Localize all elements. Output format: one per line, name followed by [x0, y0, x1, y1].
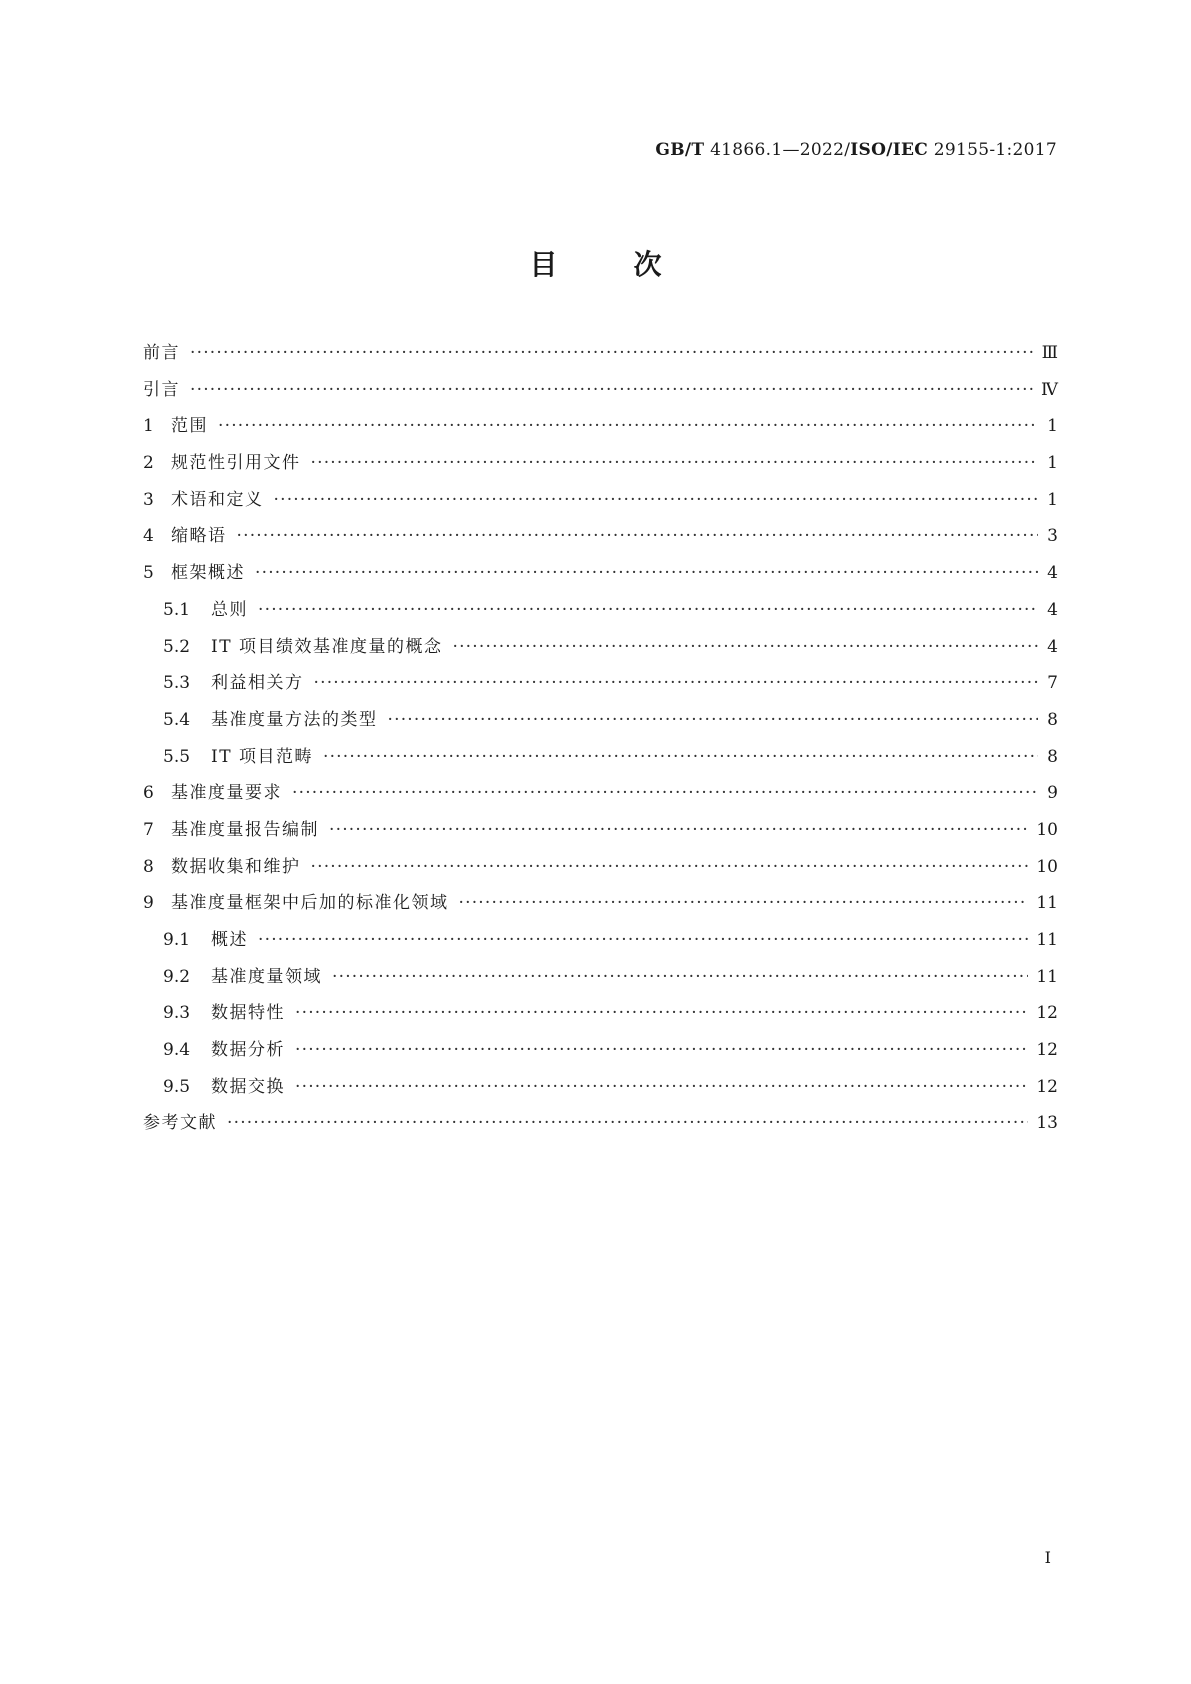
toc-leader	[255, 563, 1038, 583]
toc-number: 5.5	[163, 746, 191, 767]
toc-number: 5.4	[163, 709, 191, 730]
toc-entry-5-3[interactable]	[143, 668, 1058, 705]
toc-page: 1	[1047, 489, 1058, 510]
toc-entry-5-5[interactable]	[143, 742, 1058, 779]
toc-entry-9-5[interactable]	[143, 1072, 1058, 1109]
toc-page: 10	[1036, 856, 1058, 877]
toc-entry-9-2[interactable]	[143, 962, 1058, 999]
toc-number: 9	[143, 893, 154, 914]
toc-label: 基准度量领域	[211, 966, 322, 987]
toc-label: 基准度量报告编制	[171, 819, 319, 840]
toc-entry-1[interactable]	[143, 411, 1058, 448]
toc-leader	[237, 526, 1039, 546]
toc-page: 12	[1036, 1003, 1058, 1024]
toc-entry-bibliography[interactable]	[143, 1108, 1058, 1145]
page-title	[0, 243, 1191, 283]
toc-page: 8	[1047, 709, 1058, 730]
toc-leader	[295, 1040, 1028, 1060]
toc-page: 8	[1047, 746, 1058, 767]
toc-entry-4[interactable]	[143, 521, 1058, 558]
iso-prefix: ISO/IEC	[850, 140, 929, 160]
toc-label: 范围	[171, 416, 208, 437]
toc-label: 规范性引用文件	[171, 453, 301, 474]
toc-label: 数据特性	[211, 1003, 285, 1024]
toc-page: Ⅲ	[1041, 343, 1058, 363]
toc-leader	[190, 380, 1033, 400]
toc-leader	[218, 416, 1038, 436]
toc-label: 利益相关方	[211, 673, 304, 694]
toc-page: 10	[1036, 819, 1058, 840]
toc-leader	[314, 673, 1039, 693]
toc-number: 9.5	[163, 1076, 191, 1097]
toc-page: 7	[1047, 673, 1058, 694]
toc-entry-7[interactable]	[143, 815, 1058, 852]
toc-page: 1	[1047, 416, 1058, 437]
toc-label: 基准度量方法的类型	[211, 709, 378, 730]
toc-number: 9.4	[163, 1040, 191, 1061]
toc-entry-9-1[interactable]	[143, 925, 1058, 962]
toc-label: 数据交换	[211, 1076, 285, 1097]
toc-entry-8[interactable]	[143, 852, 1058, 889]
toc-label: 术语和定义	[171, 489, 264, 510]
toc-page: 4	[1047, 636, 1058, 657]
toc-leader	[258, 600, 1038, 620]
toc-label: 数据收集和维护	[171, 856, 301, 877]
toc-number: 9.1	[163, 930, 191, 950]
toc-page: 4	[1047, 599, 1058, 620]
toc-page: 3	[1047, 526, 1058, 547]
toc-leader	[292, 783, 1038, 803]
toc-leader	[311, 857, 1029, 877]
toc-leader	[274, 490, 1039, 510]
toc-number: 1	[143, 416, 154, 437]
toc-label: 基准度量框架中后加的标准化领域	[171, 893, 449, 914]
toc-leader	[329, 820, 1028, 840]
toc-page: 12	[1036, 1076, 1058, 1097]
toc-label: 数据分析	[211, 1040, 285, 1061]
toc-number: 4	[143, 526, 154, 547]
toc-page: 1	[1047, 453, 1058, 474]
toc-leader	[190, 343, 1034, 363]
toc-entry-9-3[interactable]	[143, 998, 1058, 1035]
toc-number: 8	[143, 856, 154, 877]
gbt-number: 41866.1—2022/	[704, 140, 851, 160]
gbt-prefix: GB/T	[655, 140, 705, 160]
table-of-contents	[143, 338, 1058, 1145]
toc-label: 缩略语	[171, 526, 227, 547]
toc-page: 13	[1036, 1113, 1058, 1134]
toc-number: 5.2	[163, 636, 191, 657]
toc-number: 3	[143, 489, 154, 510]
toc-page: 11	[1036, 930, 1058, 950]
toc-leader	[311, 453, 1039, 473]
toc-entry-5-4[interactable]	[143, 705, 1058, 742]
toc-leader	[332, 967, 1028, 987]
page-number: Ⅰ	[1044, 1548, 1051, 1567]
toc-leader	[388, 710, 1039, 730]
toc-page: 9	[1047, 783, 1058, 804]
toc-entry-6[interactable]	[143, 778, 1058, 815]
toc-label: 总则	[211, 599, 248, 620]
toc-number: 7	[143, 819, 154, 840]
title-char-2: 次	[633, 248, 662, 281]
title-char-1: 目	[529, 248, 558, 281]
toc-leader	[295, 1077, 1028, 1097]
toc-page: 4	[1047, 563, 1058, 584]
toc-label: 参考文献	[143, 1113, 217, 1134]
toc-entry-5-2[interactable]	[143, 632, 1058, 669]
toc-entry-2[interactable]	[143, 448, 1058, 485]
toc-page: 12	[1036, 1040, 1058, 1061]
toc-leader	[323, 747, 1038, 767]
toc-page: 11	[1036, 893, 1058, 914]
toc-number: 5.1	[163, 599, 191, 620]
toc-entry-foreword[interactable]	[143, 338, 1058, 375]
toc-entry-introduction[interactable]	[143, 375, 1058, 412]
toc-page: Ⅳ	[1041, 379, 1058, 400]
toc-number: 2	[143, 453, 154, 474]
toc-label: IT 项目范畴	[211, 746, 313, 767]
toc-number: 5	[143, 563, 154, 584]
toc-number: 9.3	[163, 1003, 191, 1024]
toc-number: 9.2	[163, 966, 191, 987]
toc-leader	[452, 637, 1038, 657]
toc-label: 框架概述	[171, 563, 245, 584]
standard-header	[655, 140, 1057, 160]
toc-label: 概述	[211, 930, 248, 950]
toc-leader	[295, 1003, 1028, 1023]
toc-entry-3[interactable]	[143, 485, 1058, 522]
toc-label: 前言	[143, 343, 180, 363]
toc-entry-9-4[interactable]	[143, 1035, 1058, 1072]
toc-leader	[258, 930, 1028, 950]
toc-leader	[227, 1113, 1028, 1133]
toc-entry-5[interactable]	[143, 558, 1058, 595]
toc-number: 5.3	[163, 673, 191, 694]
toc-page: 11	[1036, 966, 1058, 987]
toc-label: IT 项目绩效基准度量的概念	[211, 636, 443, 657]
toc-label: 引言	[143, 379, 180, 400]
toc-entry-5-1[interactable]	[143, 595, 1058, 632]
toc-number: 6	[143, 783, 154, 804]
toc-label: 基准度量要求	[171, 783, 282, 804]
toc-entry-9[interactable]	[143, 888, 1058, 925]
toc-leader	[459, 893, 1029, 913]
iso-number: 29155-1:2017	[928, 140, 1057, 160]
